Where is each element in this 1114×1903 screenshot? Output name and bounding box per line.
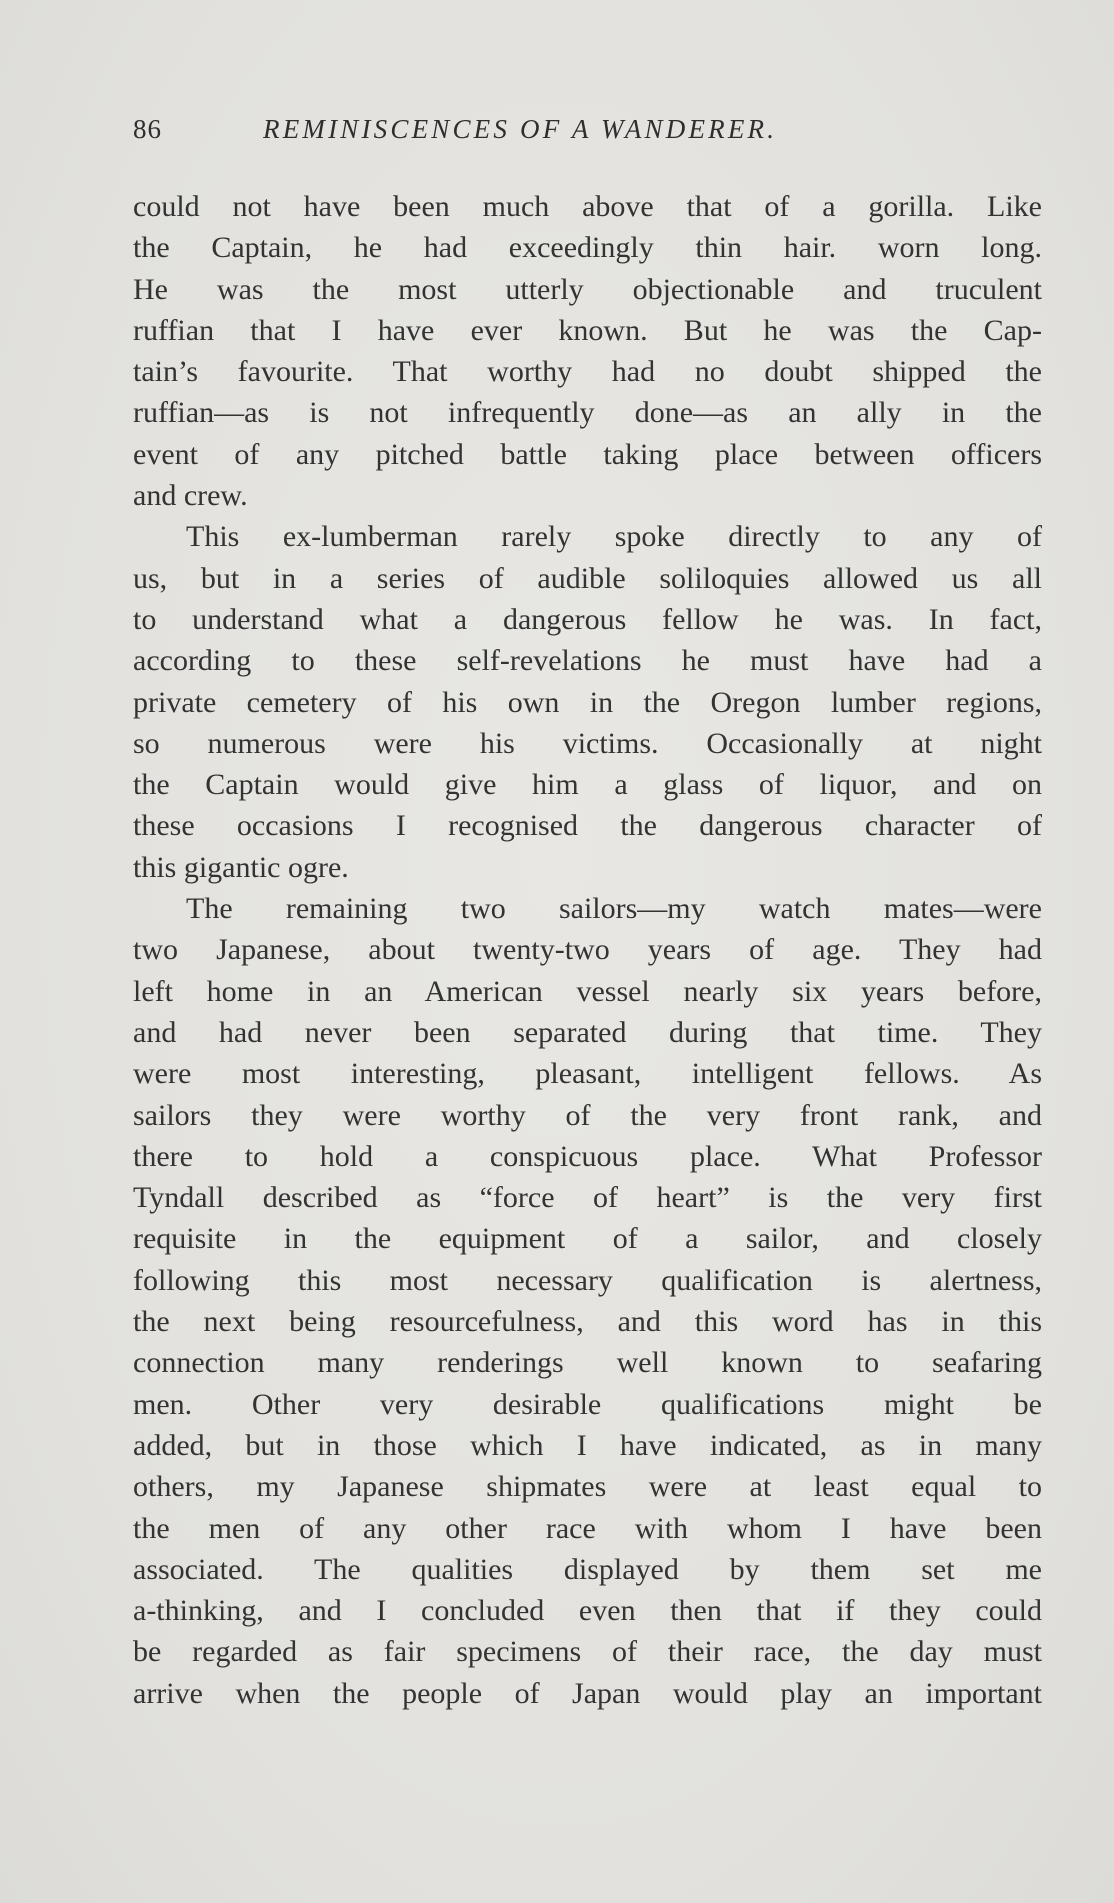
- text-line: the Captain, he had exceedingly thin hair. worn long.: [133, 231, 1042, 265]
- text-line: a-thinking, and I concluded even then that if they could: [133, 1594, 1042, 1628]
- page-number: 86: [133, 114, 162, 144]
- text-line: to understand what a dangerous fellow he was. In fact,: [133, 602, 1042, 636]
- text-line: men. Other very desirable qualifications might be: [133, 1387, 1042, 1421]
- text-line: the next being resourcefulness, and this word has in this: [133, 1305, 1042, 1339]
- page-header: [133, 114, 923, 158]
- text-line: tain’s favourite. That worthy had no doubt shipped the: [133, 355, 1042, 389]
- text-line: sailors they were worthy of the very front rank, and: [133, 1098, 1042, 1132]
- text-line: ruffian that I have ever known. But he was the Cap-: [133, 313, 1042, 347]
- text-line: us, but in a series of audible soliloquies allowed us all: [133, 561, 1042, 595]
- text-line: the men of any other race with whom I have been: [133, 1511, 1042, 1545]
- text-line: connection many renderings well known to seafaring: [133, 1346, 1042, 1380]
- text-line: were most interesting, pleasant, intelligent fellows. As: [133, 1057, 1042, 1091]
- text-line: private cemetery of his own in the Oregon lumber regions,: [133, 685, 1042, 719]
- text-line: this gigantic ogre.: [133, 850, 349, 884]
- paragraph-first-line: This ex-lumberman rarely spoke directly to any of: [186, 520, 1042, 554]
- text-line: He was the most utterly objectionable and truculent: [133, 272, 1042, 306]
- text-line: added, but in those which I have indicated, as in many: [133, 1428, 1042, 1462]
- body-text: [133, 186, 1042, 1714]
- paragraph-first-line: The remaining two sailors—my watch mates—were: [186, 892, 1042, 926]
- text-line: ruffian—as is not infrequently done—as an ally in the: [133, 396, 1042, 430]
- text-line: so numerous were his victims. Occasionally at night: [133, 726, 1042, 760]
- text-line: according to these self-revelations he must have had a: [133, 644, 1042, 678]
- text-line: event of any pitched battle taking place between officers: [133, 437, 1042, 471]
- text-line: following this most necessary qualification is alertness,: [133, 1263, 1042, 1297]
- text-line: these occasions I recognised the dangerous character of: [133, 809, 1042, 843]
- text-line: arrive when the people of Japan would play an important: [133, 1676, 1042, 1710]
- text-line: be regarded as fair specimens of their race, the day must: [133, 1635, 1042, 1669]
- text-line: there to hold a conspicuous place. What Professor: [133, 1139, 1042, 1173]
- text-line: the Captain would give him a glass of liquor, and on: [133, 768, 1042, 802]
- text-line: and had never been separated during that time. They: [133, 1015, 1042, 1049]
- text-line: others, my Japanese shipmates were at least equal to: [133, 1470, 1042, 1504]
- running-title: REMINISCENCES OF A WANDERER.: [263, 114, 778, 144]
- text-line: associated. The qualities displayed by them set me: [133, 1552, 1042, 1586]
- text-line: and crew.: [133, 479, 248, 513]
- text-line: left home in an American vessel nearly six years before,: [133, 974, 1042, 1008]
- text-line: could not have been much above that of a gorilla. Like: [133, 190, 1042, 223]
- text-line: requisite in the equipment of a sailor, and closely: [133, 1222, 1042, 1256]
- text-line: two Japanese, about twenty-two years of age. They had: [133, 933, 1042, 967]
- text-line: Tyndall described as “force of heart” is the very first: [133, 1181, 1042, 1215]
